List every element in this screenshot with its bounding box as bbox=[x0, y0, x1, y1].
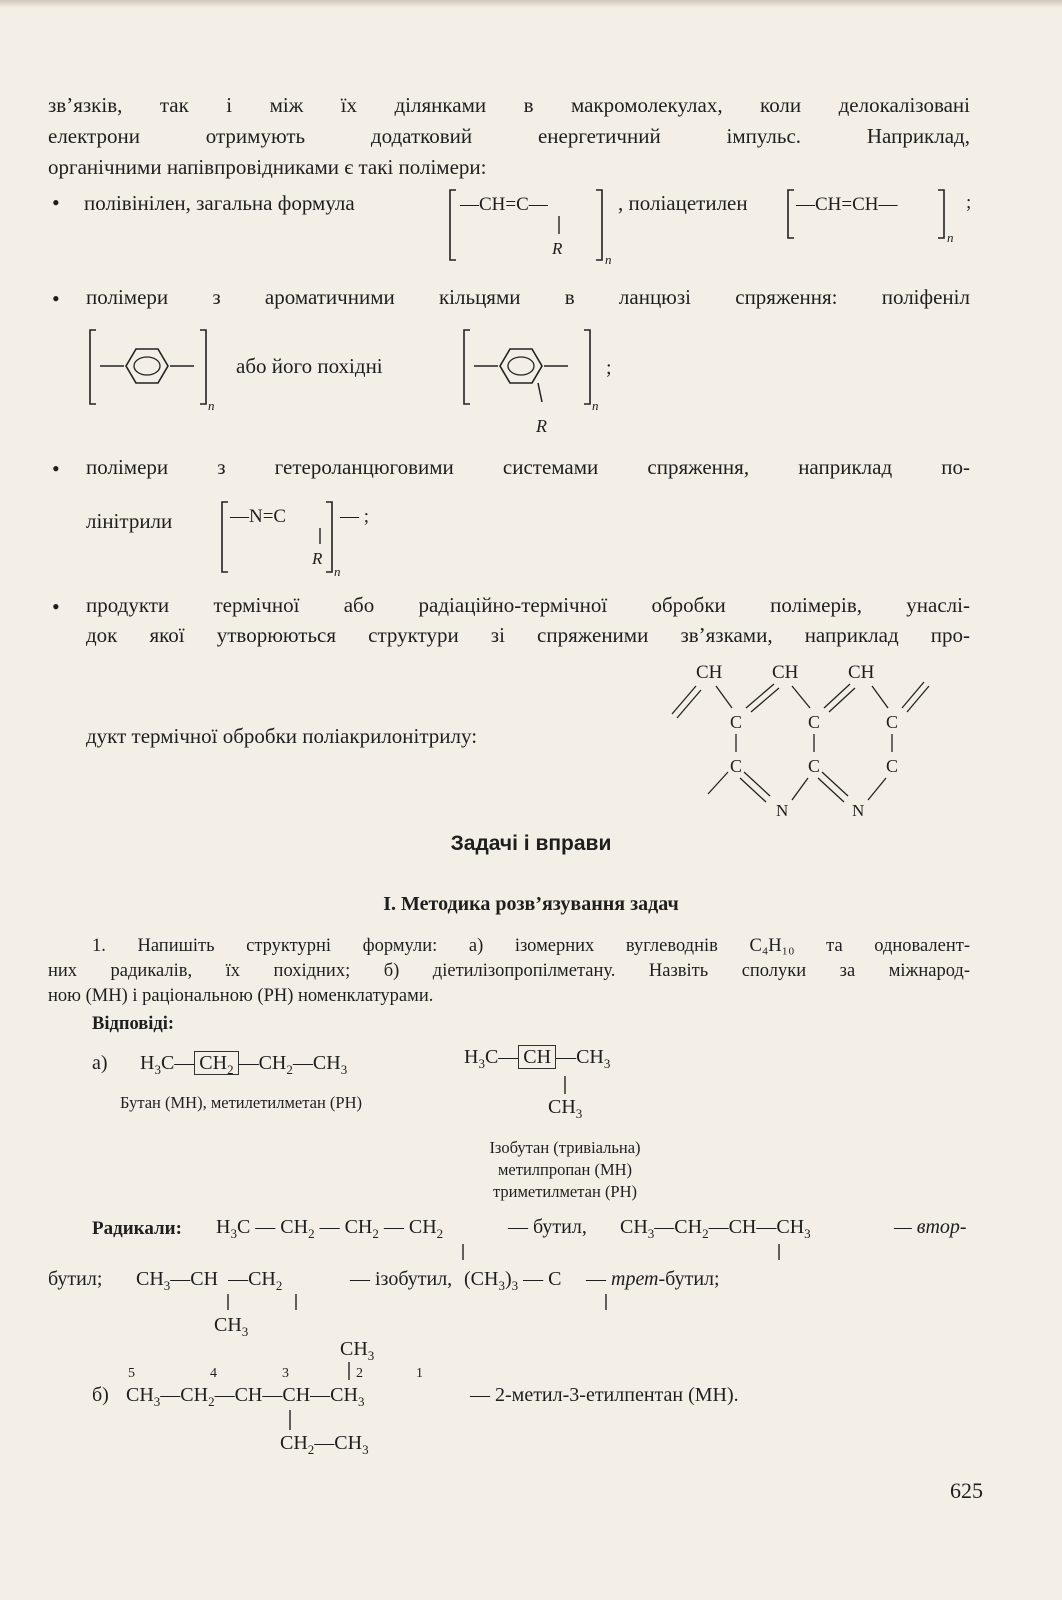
c-2: C bbox=[808, 712, 821, 732]
bullet-1-mid: , поліацетилен bbox=[618, 191, 748, 215]
butane-caption: Бутан (МН), метилетилметан (РН) bbox=[120, 1093, 363, 1112]
tert-butyl-name: — трет-бутил; bbox=[586, 1268, 720, 1290]
ch-1: CH bbox=[696, 662, 723, 683]
ch-3: CH bbox=[848, 662, 875, 683]
pn-right: — ; bbox=[340, 506, 370, 527]
page-number: 625 bbox=[950, 1478, 983, 1503]
num-2: 2 bbox=[356, 1366, 363, 1381]
c-5: C bbox=[808, 756, 821, 776]
isobutane-bond bbox=[560, 1076, 570, 1096]
isobutyl-formula: $CH_3—CH$ $—CH_2$ bbox=[136, 1268, 283, 1293]
isobutane-caption-2: метилпропан (МН) bbox=[497, 1160, 633, 1179]
b-bond-bottom bbox=[284, 1410, 296, 1434]
task-line-3: ною (МН) і раціональною (РН) номенклатурами. bbox=[48, 986, 434, 1006]
num-3: 3 bbox=[282, 1366, 289, 1381]
bullet-2-mid: або його похідні bbox=[236, 354, 383, 378]
c-6: C bbox=[886, 756, 899, 776]
scan-edge bbox=[0, 0, 1062, 8]
methylethylpentane-name: — 2-метил-3-етилпентан (МН). bbox=[470, 1384, 739, 1406]
isobutane-caption-1: Ізобутан (тривіальна) bbox=[489, 1138, 641, 1157]
pan-thermal-structure bbox=[680, 654, 960, 824]
num-5: 5 bbox=[128, 1366, 135, 1381]
intro-line-3: органічними напівпровідниками є такі полімери: bbox=[48, 155, 487, 179]
b-bond-top bbox=[340, 1362, 352, 1384]
b-ch3-top: $CH_3$ bbox=[340, 1338, 375, 1363]
c-3: C bbox=[886, 712, 899, 732]
c-1: C bbox=[730, 712, 743, 732]
intro-line-2: електрони отримують додатковий енергетичний імпульс. Наприклад, bbox=[48, 124, 970, 148]
bullet-dot: • bbox=[52, 190, 60, 215]
bullet-dot: • bbox=[52, 286, 60, 311]
isobutyl-ch3: $CH_3$ bbox=[214, 1314, 249, 1339]
num-1: 1 bbox=[416, 1366, 423, 1381]
methylethylpentane-formula: $CH_3—CH_2—CH—CH—CH_3$ bbox=[126, 1384, 365, 1409]
pn-r: R bbox=[312, 549, 323, 568]
task-line-2: них радикалів, їх похідних; б) діетилізопропілметану. Назвіть сполуки за міжнарод- bbox=[48, 961, 970, 981]
section-title: Задачі і вправи bbox=[450, 832, 612, 855]
n-2: N bbox=[852, 801, 865, 820]
isobutane-caption-3: триметилметан (РН) bbox=[492, 1182, 638, 1201]
b-label: б) bbox=[92, 1384, 109, 1406]
bullet-3-line-2: лінітрили bbox=[86, 509, 173, 533]
pv-r: R bbox=[552, 239, 563, 258]
sec-butyl-name-1: — втор- bbox=[894, 1216, 967, 1238]
ch-2: CH bbox=[772, 662, 799, 683]
isobutane-formula: $H_3C—$ CH $—CH_3$ bbox=[464, 1046, 611, 1071]
butane-formula: $H_3C—$ $CH_2$ $—CH_2—CH_3$ bbox=[140, 1052, 348, 1077]
bullet-4-line-2: док якої утворюються структури зі спряженими зв’язками, наприклад про- bbox=[86, 623, 970, 647]
radical-bonds-1 bbox=[455, 1244, 795, 1264]
num-4: 4 bbox=[210, 1366, 217, 1381]
bullet-2-line-1: полімери з ароматичними кільцями в ланцюзі спряження: поліфеніл bbox=[86, 285, 970, 309]
polynitrile-formula bbox=[218, 498, 418, 584]
section-subtitle: І. Методика розв’язування задач bbox=[383, 893, 679, 915]
ppd-r: R bbox=[536, 416, 547, 436]
bullet-dot: • bbox=[52, 456, 60, 481]
bullet-1-text: полівінілен, загальна формула bbox=[84, 191, 355, 215]
answers-label: Відповіді: bbox=[92, 1014, 175, 1034]
pa-n: n bbox=[947, 230, 954, 245]
intro-line-1: зв’язків, так і між їх ділянками в макромолекулах, коли делокалізовані bbox=[48, 93, 970, 117]
radical-bonds-2 bbox=[220, 1294, 620, 1316]
radicals-label: Радикали: bbox=[92, 1218, 182, 1239]
bullet-4-line-3: дукт термічної обробки поліакрилонітрилу: bbox=[86, 724, 478, 748]
n-1: N bbox=[776, 801, 789, 820]
a-label: а) bbox=[92, 1052, 108, 1074]
bullet-4-line-1: продукти термічної або радіаційно-термічної обробки полімерів, унаслі- bbox=[86, 593, 970, 617]
butyl-name: — бутил, bbox=[508, 1216, 587, 1238]
pn-left: —N=C bbox=[230, 506, 287, 527]
ppd-n: n bbox=[592, 398, 599, 413]
bullet-3-line-1: полімери з гетероланцюговими системами спряження, наприклад по- bbox=[86, 455, 970, 479]
pa-chain: —CH=CH— bbox=[796, 194, 898, 215]
b-ethyl: $CH_2—CH_3$ bbox=[280, 1432, 369, 1457]
isobutyl-name: — ізобутил, bbox=[350, 1268, 453, 1290]
tert-butyl-formula: $(CH_3)_3$ — C bbox=[464, 1268, 562, 1293]
polyphenyl-derivative-formula bbox=[460, 328, 640, 448]
bullet-dot: • bbox=[52, 594, 60, 619]
polyacetylene-formula bbox=[786, 186, 972, 246]
pp-n: n bbox=[208, 398, 215, 413]
c-4: C bbox=[730, 756, 743, 776]
polyphenyl-formula bbox=[86, 328, 226, 418]
butyl-formula: $H_3C$ — $CH_2$ — $CH_2$ — $CH_2$ bbox=[216, 1216, 444, 1241]
task-line-1: 1. Напишіть структурні формули: а) ізомерних вуглеводнів C₄H₁₀ та одновалент- bbox=[92, 936, 970, 956]
polyvinylene-formula bbox=[448, 186, 628, 266]
pn-n: n bbox=[334, 564, 341, 579]
sec-butyl-name-2: бутил; bbox=[48, 1268, 103, 1290]
isobutane-ch3: $CH_3$ bbox=[548, 1096, 583, 1121]
pv-chain: —CH=C— bbox=[460, 194, 548, 215]
pa-semicolon: ; bbox=[966, 192, 972, 213]
pv-n: n bbox=[605, 252, 612, 267]
ppd-semicolon: ; bbox=[606, 357, 612, 379]
sec-butyl-formula: $CH_3—CH_2—CH—CH_3$ bbox=[620, 1216, 811, 1241]
